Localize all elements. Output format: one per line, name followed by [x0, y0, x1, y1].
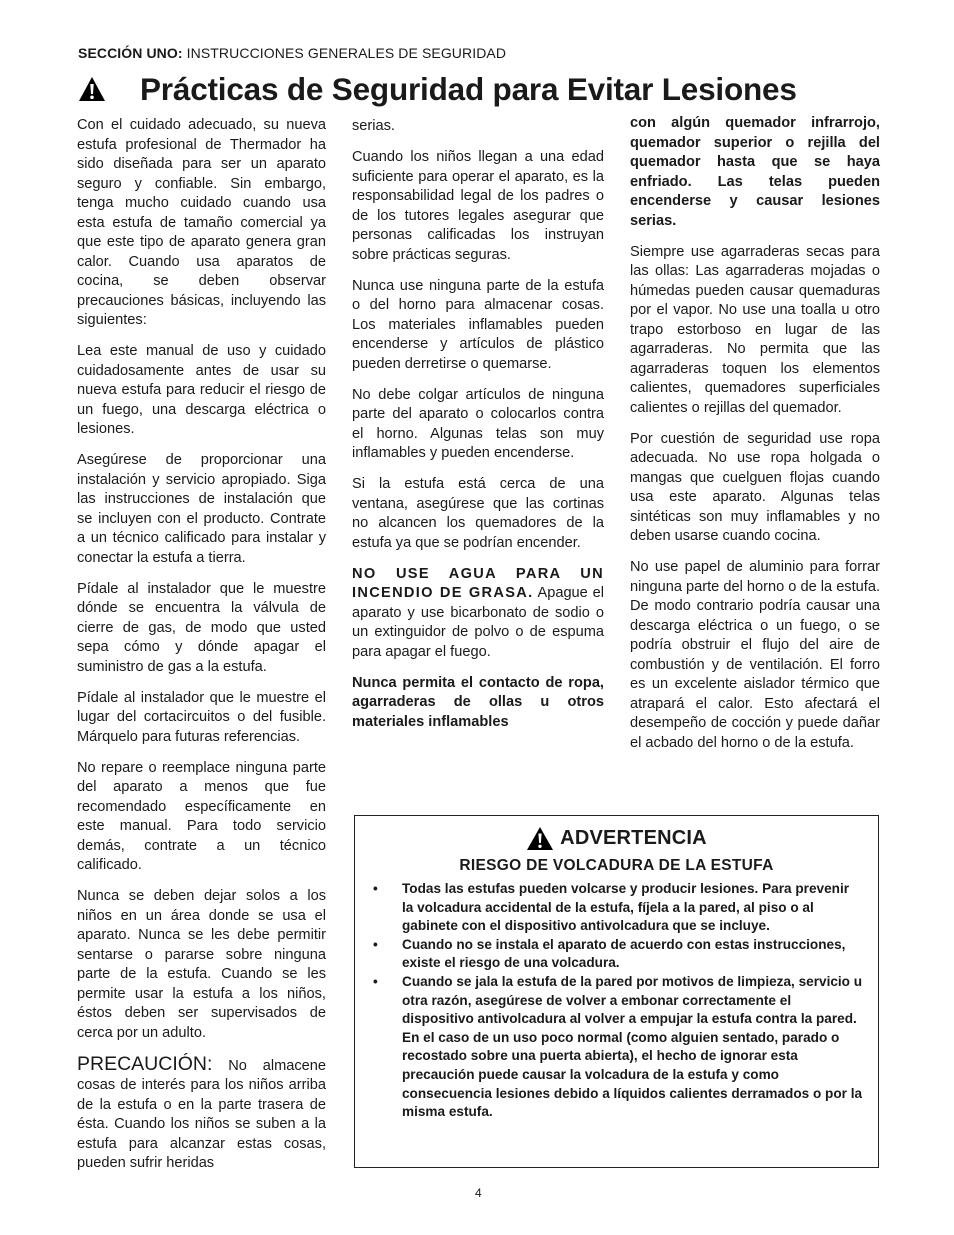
- paragraph: Pídale al instalador que le muestre dónde se encuentra la válvula de cierre de gas, de modo que usted sepa cómo y dónde apagar el suministro de gas a la estufa.: [77, 580, 326, 675]
- paragraph: Asegúrese de proporcionar una instalación y servicio apropiado. Siga las instrucciones de instalación que se incluyen con el producto. Contrate a un técnico calificado para instalar y conectar la estufa a tierra.: [77, 452, 326, 566]
- paragraph: Por cuestión de seguridad use ropa adecuada. No use ropa holgada o mangas que cuelguen flojas cuando usa este aparato. Algunas telas sintéticas son muy inflamables y no deben usarse cuando cocina.: [630, 430, 880, 544]
- warning-item: [373, 880, 863, 936]
- section-title: INSTRUCCIONES GENERALES DE SEGURIDAD: [182, 45, 507, 61]
- flammable-warning: Nunca permita el contacto de ropa, agarraderas de ollas u otros materiales inflamables: [352, 674, 604, 730]
- paragraph: Con el cuidado adecuado, su nueva estufa profesional de Thermador ha sido diseñada para ser un aparato seguro y confiable. Sin embargo, tenga mucho cuidado cuando usa esta estufa de tamaño comercial ya que este tipo de aparato genera gran calor. Cuando usa aparatos de cocina, se deben observar precauciones básicas, incluyendo las siguientes:: [77, 117, 326, 328]
- warning-item-text: Cuando no se instala el aparato de acuerdo con estas instrucciones, existe el riesgo de una volcadura.: [402, 936, 846, 971]
- warning-item-text: Todas las estufas pueden volcarse y producir lesiones. Para prevenir la volcadura accidental de la estufa, fíjela a la pared, al piso o al gabinete con el dispositivo antivolcadura que se incluye.: [402, 881, 850, 934]
- warning-title-row: [355, 825, 878, 853]
- warning-item: [373, 936, 863, 973]
- page-title: Prácticas de Seguridad para Evitar Lesiones: [140, 71, 797, 107]
- paragraph: No repare o reemplace ninguna parte del aparato a menos que fue recomendado específicamente en este manual. Para todo servicio demás, contrate a un técnico calificado.: [77, 759, 326, 873]
- precaution-paragraph: [77, 1052, 326, 1174]
- bullet: •: [373, 936, 378, 952]
- flammable-warning-continued: con algún quemador infrarrojo, quemador superior o rejilla del quemador hasta que se haya enfriado. Las telas pueden encenderse y causar lesiones serias.: [630, 115, 880, 229]
- page-number: 4: [475, 1186, 482, 1200]
- paragraph: Pídale al instalador que le muestre el lugar del cortacircuitos o del fusible. Márquelo para futuras referencias.: [77, 689, 326, 745]
- paragraph: Cuando los niños llegan a una edad suficiente para operar el aparato, es la responsabilidad legal de los padres o de los tutores legales asegurar que personas calificadas los instruyan sobre prácticas seguras.: [352, 149, 604, 263]
- grease-fire-text: Apague el aparato y use bicarbonato de sodio o un extinguidor de polvo o de espuma para apagar el fuego.: [352, 585, 604, 660]
- paragraph: Lea este manual de uso y cuidado cuidadosamente antes de usar su nueva estufa para reducir el riesgo de un fuego, una descarga eléctrica o lesiones.: [77, 343, 326, 437]
- warning-subtitle: RIESGO DE VOLCADURA DE LA ESTUFA: [459, 857, 774, 874]
- paragraph: Nunca se deben dejar solos a los niños en un área donde se usa el aparato. Nunca se les debe permitir sentarse o pararse sobre ninguna parte de la estufa. Cuando se les permite usar la estufa a los niños, éstos deben ser supervisados de cerca por un adulto.: [77, 888, 326, 1041]
- warning-triangle-icon: [78, 76, 106, 102]
- warning-triangle-icon: [526, 826, 554, 851]
- paragraph: No debe colgar artículos de ninguna parte del aparato o colocarlos contra el horno. Algunas telas son muy inflamables y pueden encenderse.: [352, 386, 604, 461]
- paragraph: Si la estufa está cerca de una ventana, asegúrese que las cortinas no alcancen los quemadores de la estufa ya que se podrían encender.: [352, 476, 604, 551]
- column-2: [352, 116, 604, 744]
- bullet: •: [373, 973, 378, 989]
- paragraph: Nunca use ninguna parte de la estufa o del horno para almacenar cosas. Los materiales inflamables pueden encenderse y artículos de plástico pueden derretirse o quemarse.: [352, 277, 604, 372]
- paragraph: Siempre use agarraderas secas para las ollas: Las agarraderas mojadas o húmedas pueden causar quemaduras por el vapor. No use una toalla u otro trapo estorboso en lugar de las agarraderas. No permita que las agarraderas toquen los elementos calientes, quemadores superficiales calientes o rejillas del quemador.: [630, 243, 880, 416]
- section-header: [78, 45, 506, 61]
- precaution-heading: PRECAUCIÓN:: [77, 1052, 213, 1075]
- warning-title: ADVERTENCIA: [560, 827, 707, 849]
- column-1: [77, 116, 326, 1185]
- title-row: [72, 68, 892, 112]
- precaution-text: No almacene cosas de interés para los niños arriba de la estufa o en la parte trasera de ésta. Cuando los niños se suben a la estufa para alcanzar estas cosas, pueden sufrir heridas: [77, 1057, 326, 1171]
- column-3: [630, 114, 880, 765]
- paragraph: serias.: [352, 118, 395, 134]
- paragraph: No use papel de aluminio para forrar ninguna parte del horno o de la estufa. De modo contrario podría causar una descarga eléctrica o un fuego, o se podría obstruir el flujo del aire de combustión y de ventilación. El forro es un excelente aislador térmico que atrapará el calor. Esto afectará el desempeño de cocción y puede dañar el acbado del horno o de la estufa.: [630, 559, 880, 751]
- warning-box: [354, 815, 879, 1168]
- grease-fire-paragraph: [352, 565, 604, 663]
- section-label: SECCIÓN UNO:: [78, 45, 183, 61]
- warning-list: [373, 880, 863, 1122]
- warning-item: [373, 973, 863, 1122]
- bullet: •: [373, 881, 378, 896]
- grease-fire-warning: NO USE AGUA PARA UN INCENDIO DE GRASA.: [352, 565, 604, 601]
- warning-item-text: Cuando se jala la estufa de la pared por motivos de limpieza, servicio u otra razón, asegúrese de volver a embonar correctamente el dispositivo antivolcadura al volver a empujar la estufa contra la pared. En el caso de un uso poco normal (como alguien sentado, parado o recostado sobre una puerta abierta), el hecho de ignorar esta precaución puede causar la volcadura de la estufa y como consecuencia lesiones debido a líquidos calientes derramados o por la misma estufa.: [402, 973, 863, 1120]
